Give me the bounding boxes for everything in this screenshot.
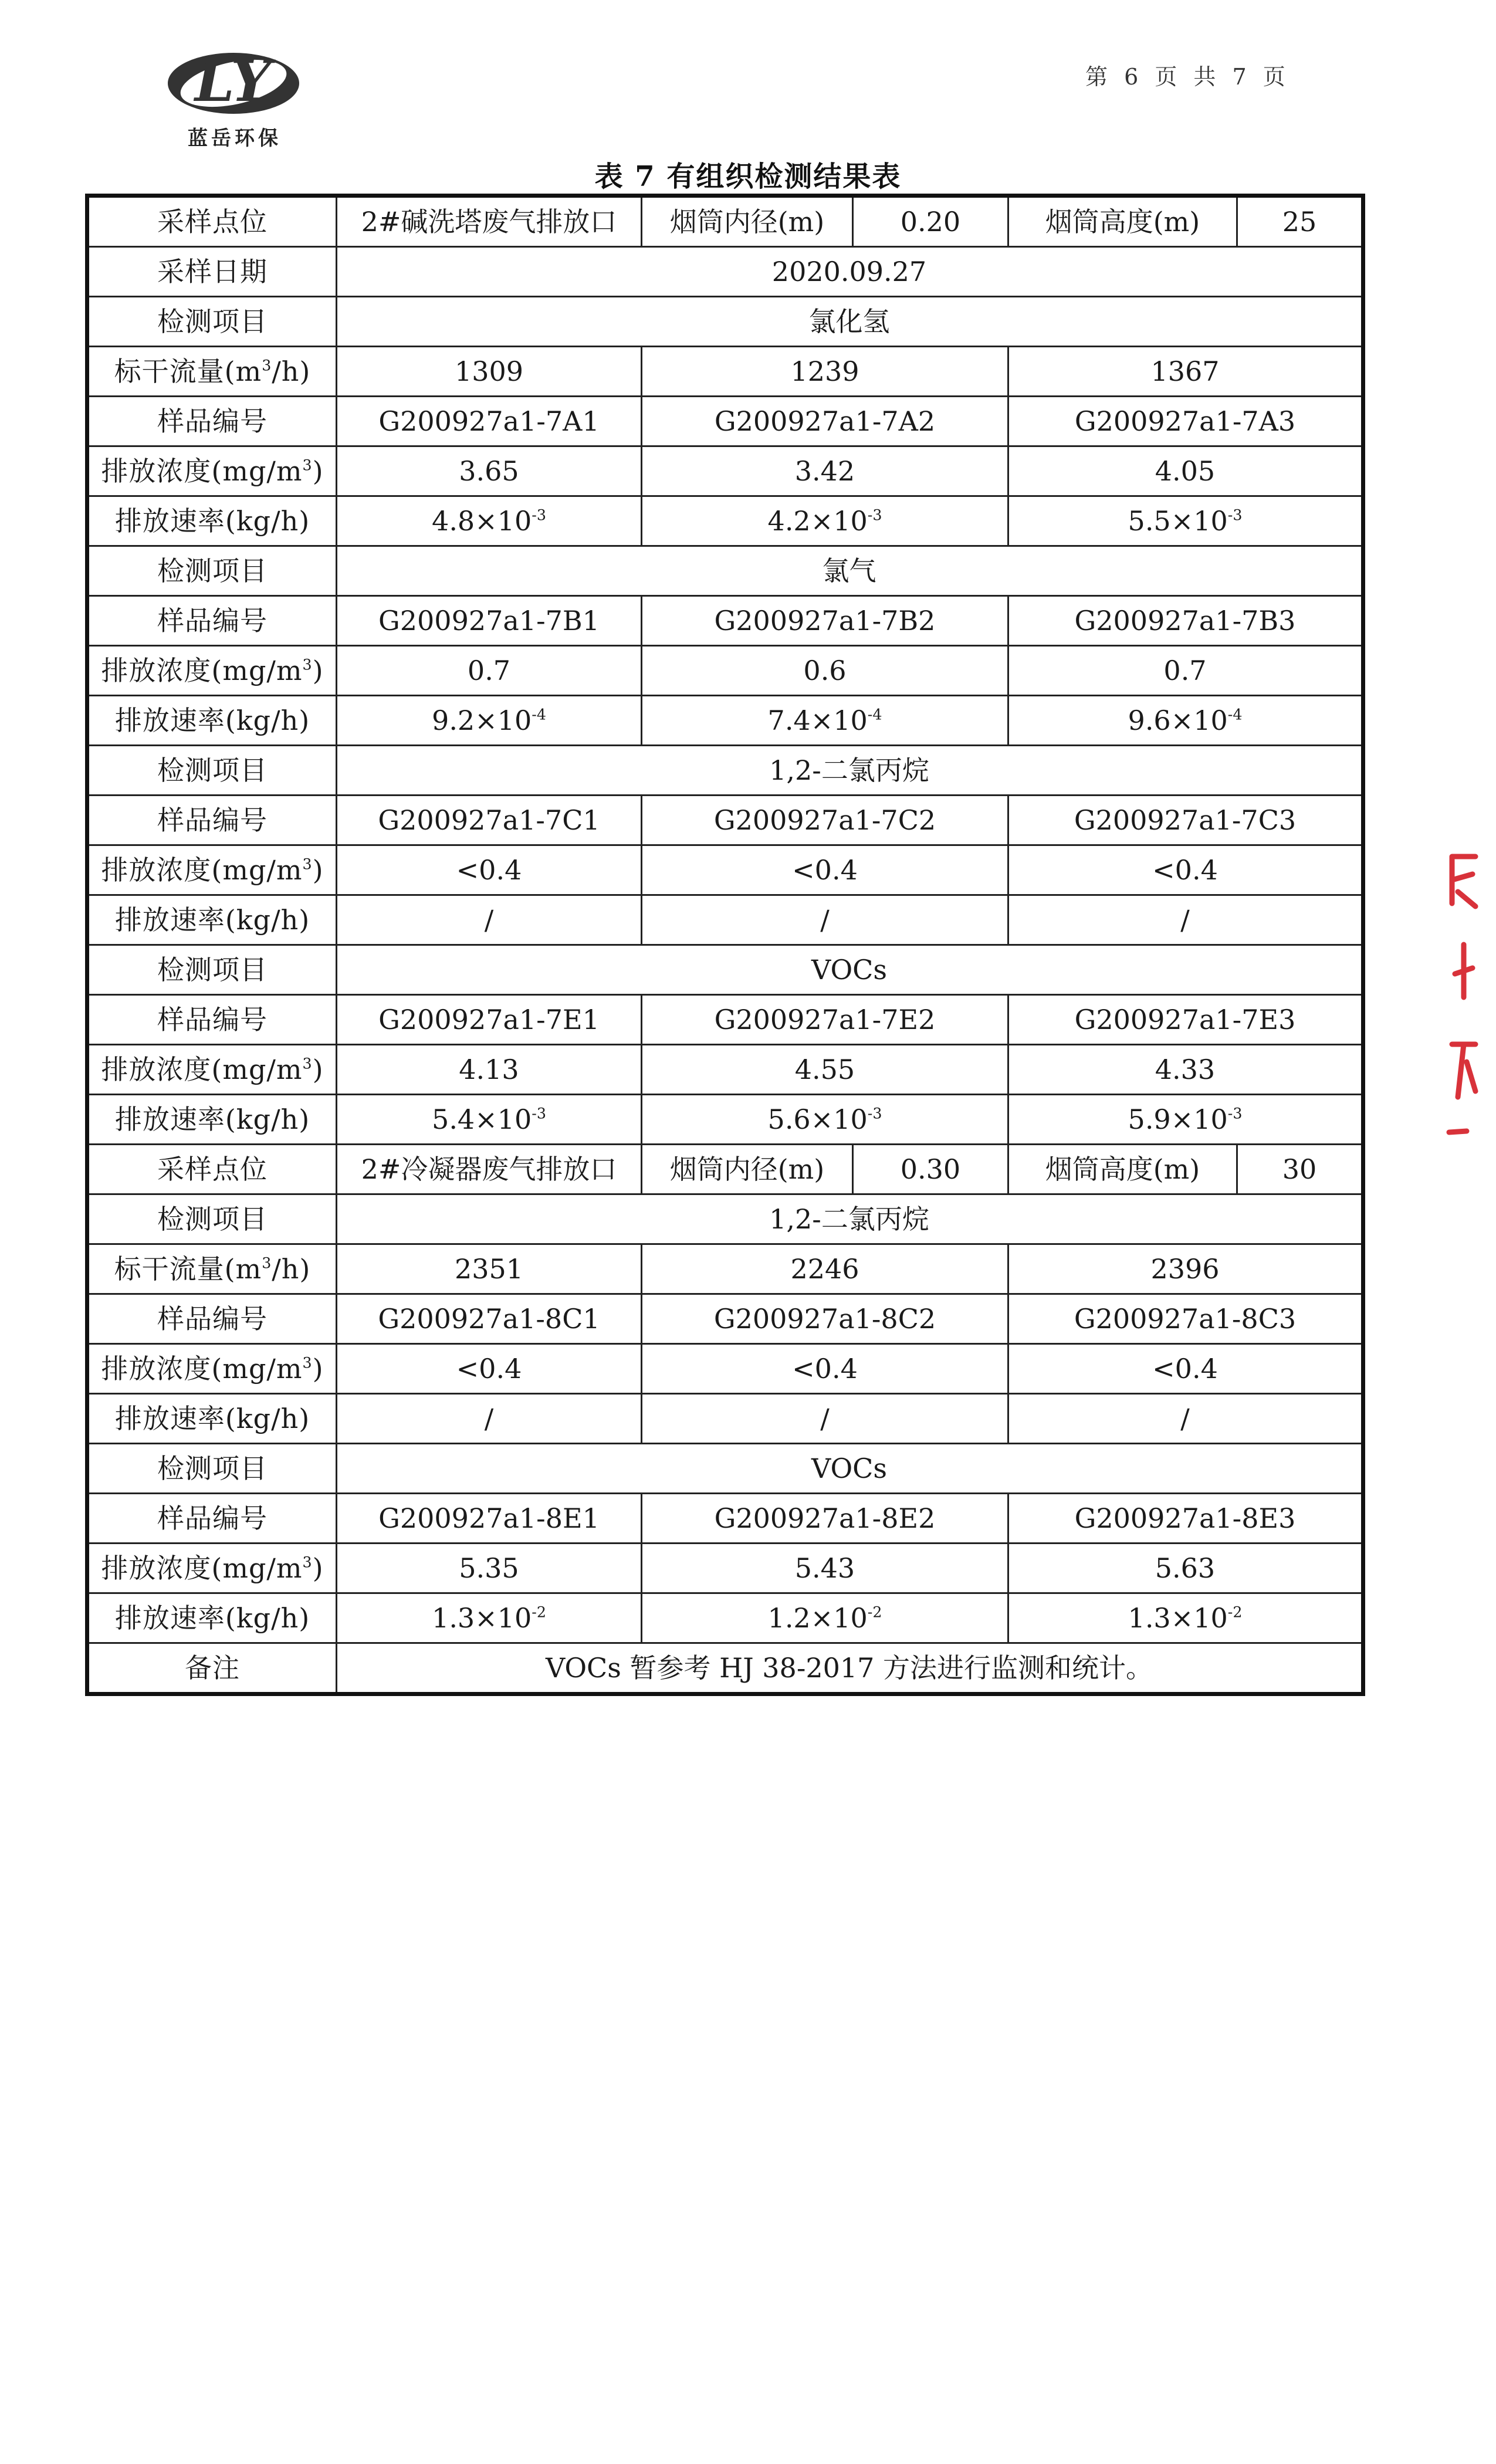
table-row [87, 1095, 1363, 1145]
conc-value: 5.63 [1008, 1544, 1363, 1593]
conc-value: 0.7 [1008, 646, 1363, 696]
rate-value: / [337, 895, 642, 945]
test-item-label: 检测项目 [87, 945, 337, 995]
flow-value: 1309 [337, 347, 642, 397]
conc-value: 4.05 [1008, 446, 1363, 496]
conc-value: 5.35 [337, 1544, 642, 1593]
rate-value: / [1008, 1394, 1363, 1444]
sample-no-value: G200927a1-8E3 [1008, 1494, 1363, 1544]
rate-value: $4.2\times 10^{-3}$ [642, 496, 1008, 546]
table-row [87, 1194, 1363, 1244]
conc-label: 排放浓度$(mg/m^3)$ [87, 1544, 337, 1593]
sampling-date-value: 2020.09.27 [337, 247, 1363, 297]
flow-label: 标干流量$(m^3/h)$ [87, 347, 337, 397]
sample-no-value: G200927a1-7A3 [1008, 397, 1363, 446]
test-item-name: 1,2-二氯丙烷 [337, 1194, 1363, 1244]
rate-value: $5.6\times 10^{-3}$ [642, 1095, 1008, 1145]
chimney-height-value: 30 [1237, 1145, 1363, 1194]
rate-label: 排放速率(kg/h) [87, 496, 337, 546]
conc-value: <0.4 [642, 1344, 1008, 1394]
conc-label: 排放浓度$(mg/m^3)$ [87, 446, 337, 496]
table-row [87, 995, 1363, 1045]
sample-no-label: 样品编号 [87, 796, 337, 845]
rate-value: $9.2\times 10^{-4}$ [337, 696, 642, 746]
conc-value: <0.4 [1008, 845, 1363, 895]
table-row [87, 1643, 1363, 1694]
sample-no-value: G200927a1-7E1 [337, 995, 642, 1045]
rate-value: / [642, 895, 1008, 945]
conc-value: 4.13 [337, 1045, 642, 1095]
test-item-name: 1,2-二氯丙烷 [337, 746, 1363, 796]
test-item-label: 检测项目 [87, 746, 337, 796]
partial-seal-stamp [1440, 851, 1481, 1144]
rate-value: $1.3\times 10^{-2}$ [1008, 1593, 1363, 1643]
rate-label: 排放速率(kg/h) [87, 696, 337, 746]
table-row [87, 845, 1363, 895]
flow-value: 2351 [337, 1244, 642, 1294]
chimney-diameter-value: 0.30 [853, 1145, 1008, 1194]
table-row [87, 1344, 1363, 1394]
flow-label: 标干流量$(m^3/h)$ [87, 1244, 337, 1294]
chimney-diameter-value: 0.20 [853, 196, 1008, 247]
sample-no-value: G200927a1-8C1 [337, 1294, 642, 1344]
sample-no-value: G200927a1-8C2 [642, 1294, 1008, 1344]
conc-label: 排放浓度$(mg/m^3)$ [87, 1344, 337, 1394]
rate-label: 排放速率(kg/h) [87, 895, 337, 945]
conc-value: 3.65 [337, 446, 642, 496]
table-row [87, 696, 1363, 746]
table-row [87, 1045, 1363, 1095]
table-row [87, 196, 1363, 247]
table-row [87, 297, 1363, 347]
table-row [87, 347, 1363, 397]
chimney-diameter-label: 烟筒内径(m) [642, 196, 853, 247]
company-logo [164, 47, 305, 153]
table-row [87, 397, 1363, 446]
flow-value: 1367 [1008, 347, 1363, 397]
sample-no-value: G200927a1-7B1 [337, 596, 642, 646]
test-item-name: 氯气 [337, 546, 1363, 596]
table-title: 表 7 有组织检测结果表 [594, 160, 902, 193]
sampling-point-value: 2#冷凝器废气排放口 [337, 1145, 642, 1194]
table-row [87, 1294, 1363, 1344]
chimney-height-label: 烟筒高度(m) [1008, 1145, 1237, 1194]
remark-text: VOCs 暂参考 HJ 38-2017 方法进行监测和统计。 [337, 1643, 1363, 1694]
sampling-point-label: 采样点位 [87, 196, 337, 247]
table-row [87, 496, 1363, 546]
table-row [87, 746, 1363, 796]
table-row [87, 895, 1363, 945]
sample-no-value: G200927a1-7B2 [642, 596, 1008, 646]
sample-no-value: G200927a1-7C1 [337, 796, 642, 845]
table-row [87, 247, 1363, 297]
table-row [87, 1394, 1363, 1444]
table-row [87, 1444, 1363, 1494]
flow-value: 2246 [642, 1244, 1008, 1294]
stamp-marks [1449, 857, 1475, 1132]
conc-value: 4.33 [1008, 1045, 1363, 1095]
table-row [87, 1244, 1363, 1294]
rate-value: $9.6\times 10^{-4}$ [1008, 696, 1363, 746]
sample-no-label: 样品编号 [87, 995, 337, 1045]
sample-no-value: G200927a1-7E2 [642, 995, 1008, 1045]
flow-value: 2396 [1008, 1244, 1363, 1294]
test-item-name: VOCs [337, 945, 1363, 995]
table-row [87, 446, 1363, 496]
test-item-label: 检测项目 [87, 1194, 337, 1244]
rate-label: 排放速率(kg/h) [87, 1394, 337, 1444]
sample-no-label: 样品编号 [87, 596, 337, 646]
table-row [87, 1544, 1363, 1593]
rate-value: $7.4\times 10^{-4}$ [642, 696, 1008, 746]
sample-no-label: 样品编号 [87, 397, 337, 446]
company-name: 蓝岳环保 [188, 127, 282, 150]
chimney-height-label: 烟筒高度(m) [1008, 196, 1237, 247]
sample-no-value: G200927a1-8E2 [642, 1494, 1008, 1544]
rate-value: $1.2\times 10^{-2}$ [642, 1593, 1008, 1643]
sample-no-value: G200927a1-7A2 [642, 397, 1008, 446]
logo-emblem-icon [164, 47, 305, 123]
test-item-name: 氯化氢 [337, 297, 1363, 347]
table-row [87, 546, 1363, 596]
conc-value: 5.43 [642, 1544, 1008, 1593]
rate-value: $4.8\times 10^{-3}$ [337, 496, 642, 546]
sample-no-value: G200927a1-7C3 [1008, 796, 1363, 845]
conc-value: <0.4 [337, 845, 642, 895]
conc-label: 排放浓度$(mg/m^3)$ [87, 845, 337, 895]
flow-value: 1239 [642, 347, 1008, 397]
test-item-label: 检测项目 [87, 1444, 337, 1494]
sample-no-value: G200927a1-7C2 [642, 796, 1008, 845]
page-number: 第 6 页 共 7 页 [1085, 64, 1290, 90]
conc-value: <0.4 [642, 845, 1008, 895]
sampling-date-label: 采样日期 [87, 247, 337, 297]
rate-value: / [642, 1394, 1008, 1444]
rate-value: $5.5\times 10^{-3}$ [1008, 496, 1363, 546]
table-row [87, 1145, 1363, 1194]
rate-value: $5.9\times 10^{-3}$ [1008, 1095, 1363, 1145]
chimney-diameter-label: 烟筒内径(m) [642, 1145, 853, 1194]
sample-no-value: G200927a1-8C3 [1008, 1294, 1363, 1344]
table-row [87, 796, 1363, 845]
sample-no-label: 样品编号 [87, 1294, 337, 1344]
rate-value: / [1008, 895, 1363, 945]
sample-no-value: G200927a1-7E3 [1008, 995, 1363, 1045]
conc-label: 排放浓度$(mg/m^3)$ [87, 646, 337, 696]
conc-value: <0.4 [1008, 1344, 1363, 1394]
table-row [87, 945, 1363, 995]
sampling-point-value: 2#碱洗塔废气排放口 [337, 196, 642, 247]
conc-label: 排放浓度$(mg/m^3)$ [87, 1045, 337, 1095]
sample-no-value: G200927a1-7A1 [337, 397, 642, 446]
test-item-name: VOCs [337, 1444, 1363, 1494]
remark-label: 备注 [87, 1643, 337, 1694]
sampling-point-label: 采样点位 [87, 1145, 337, 1194]
conc-value: <0.4 [337, 1344, 642, 1394]
conc-value: 4.55 [642, 1045, 1008, 1095]
results-table [85, 194, 1365, 1696]
test-item-label: 检测项目 [87, 297, 337, 347]
table-row [87, 596, 1363, 646]
table-row [87, 1593, 1363, 1643]
table-row [87, 1494, 1363, 1544]
sample-no-value: G200927a1-8E1 [337, 1494, 642, 1544]
logo-mark: LY [195, 48, 271, 114]
conc-value: 0.6 [642, 646, 1008, 696]
rate-value: $1.3\times 10^{-2}$ [337, 1593, 642, 1643]
conc-value: 3.42 [642, 446, 1008, 496]
sample-no-label: 样品编号 [87, 1494, 337, 1544]
rate-value: $5.4\times 10^{-3}$ [337, 1095, 642, 1145]
rate-label: 排放速率(kg/h) [87, 1095, 337, 1145]
chimney-height-value: 25 [1237, 196, 1363, 247]
test-item-label: 检测项目 [87, 546, 337, 596]
conc-value: 0.7 [337, 646, 642, 696]
rate-label: 排放速率(kg/h) [87, 1593, 337, 1643]
table-row [87, 646, 1363, 696]
rate-value: / [337, 1394, 642, 1444]
sample-no-value: G200927a1-7B3 [1008, 596, 1363, 646]
